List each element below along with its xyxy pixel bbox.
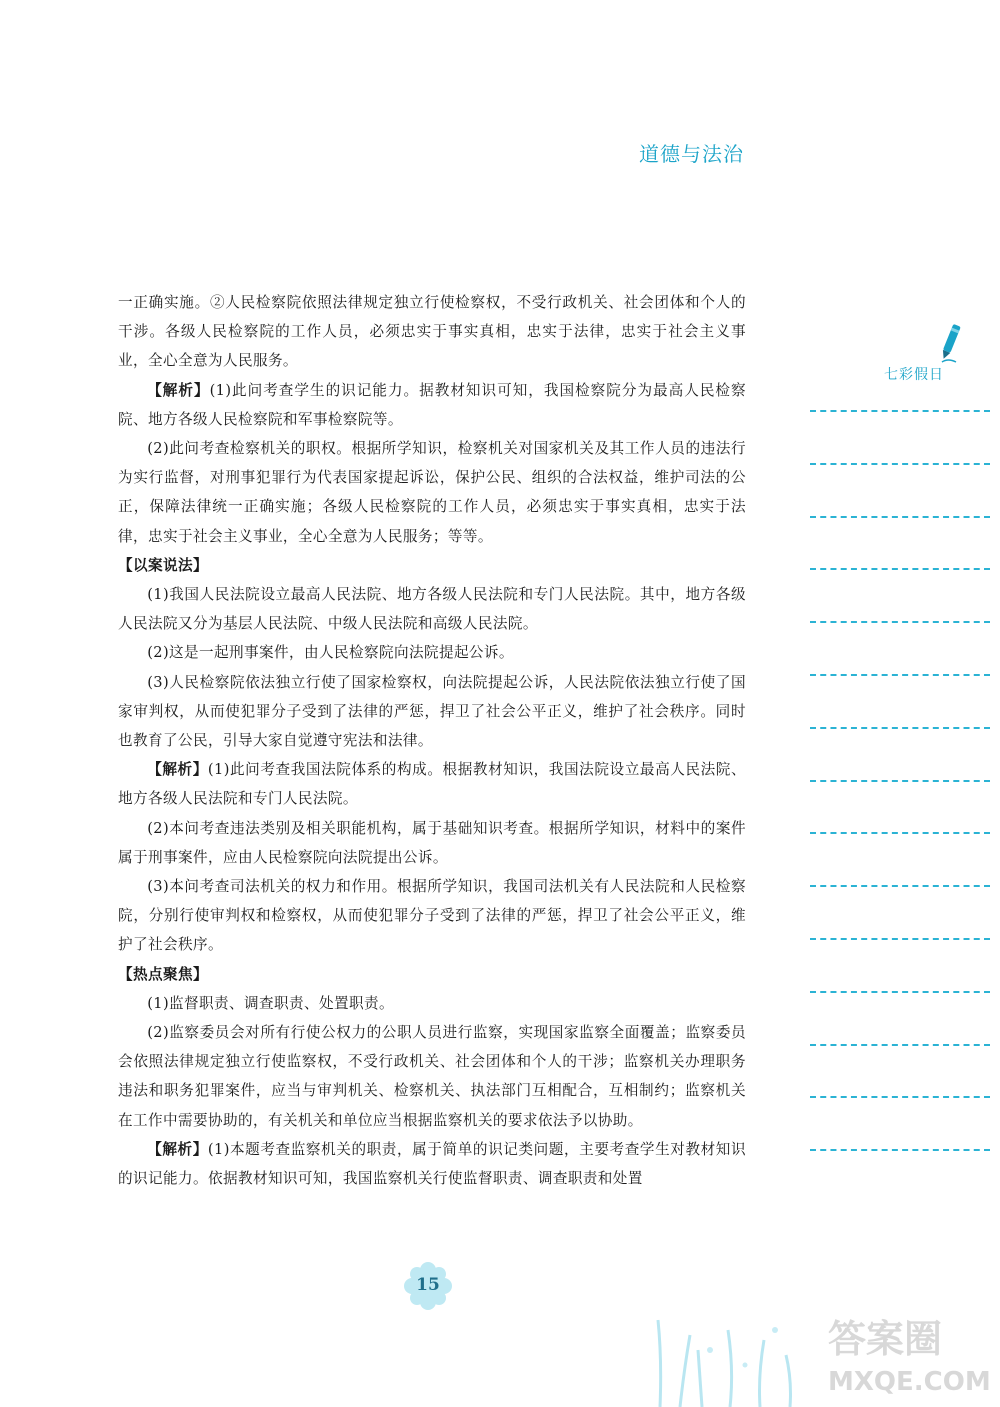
- note-line: [810, 621, 990, 623]
- note-line: [810, 780, 990, 782]
- paragraph-text: (1)监督职责、调查职责、处置职责。: [147, 994, 394, 1012]
- paragraph: [118, 755, 746, 813]
- note-line: [810, 727, 990, 729]
- paragraph: [118, 989, 746, 1018]
- note-line: [810, 885, 990, 887]
- watermark-title: 答案圈: [828, 1317, 943, 1361]
- paragraph-text: (1)我国人民法院设立最高人民法院、地方各级人民法院和专门人民法院。其中，地方各级人民法院又分为基层人民法院、中级人民法院和高级人民法院。: [118, 586, 746, 633]
- note-line: [810, 463, 990, 465]
- note-line: [810, 1044, 990, 1046]
- paragraph-text: 一正确实施。②人民检察院依照法律规定独立行使检察权，不受行政机关、社会团体和个人的干涉。各级人民检察院的工作人员，必须忠实于事实真相，忠实于法律，忠实于社会主义事业，全心全意为人民服务。: [118, 294, 746, 370]
- paragraph: [118, 434, 746, 551]
- paragraph-text: (3)本问考查司法机关的权力和作用。根据所学知识，我国司法机关有人民法院和人民检察院，分别行使审判权和检察权，从而使犯罪分子受到了法律的严惩，捍卫了社会公平正义，维护了社会秩序。: [118, 878, 746, 954]
- page-number-badge: [398, 1261, 458, 1311]
- pen-icon: [938, 322, 962, 364]
- paragraph: [118, 1135, 746, 1193]
- note-line: [810, 1096, 990, 1098]
- brand-label: 七彩假日: [884, 367, 944, 383]
- section-heading: [118, 551, 746, 580]
- note-line: [810, 991, 990, 993]
- paragraph-text: (3)人民检察院依法独立行使了国家检察权，向法院提起公诉，人民法院依法独立行使了国家审判权，从而使犯罪分子受到了法律的严惩，捍卫了社会公平正义，维护了社会秩序。同时也教育了公民，引导大家自觉遵守宪法和法律。: [118, 673, 746, 750]
- answer-text: [118, 288, 746, 1193]
- note-lines: [810, 410, 990, 1202]
- note-line: [810, 516, 990, 518]
- paragraph: [118, 638, 746, 667]
- note-line: [810, 832, 990, 834]
- paragraph-text: 【热点聚焦】: [118, 965, 208, 983]
- paragraph-text: (2)此问考查检察机关的职权。根据所学知识，检察机关对国家机关及其工作人员的违法行为实行监督，对刑事犯罪行为代表国家提起诉讼，保护公民、组织的合法权益，维护司法的公正，保障法律统一正确实施；各级人民检察院的工作人员，必须忠实于事实真相，忠实于法律，忠实于社会主义事业，全心全意为人民服务；等等。: [118, 440, 746, 545]
- paragraph: [118, 288, 746, 376]
- paragraph: [118, 872, 746, 960]
- paragraph: [118, 668, 746, 756]
- note-line: [810, 1149, 990, 1151]
- analysis-label: 【解析】: [147, 381, 210, 399]
- note-line: [810, 674, 990, 676]
- note-line: [810, 410, 990, 412]
- page-number: 15: [416, 1275, 440, 1295]
- paragraph-text: (1)本题考查监察机关的职责，属于简单的识记类问题，主要考查学生对教材知识的识记能力。依据教材知识可知，我国监察机关行使监督职责、调查职责和处置: [118, 1140, 746, 1188]
- subject-title: 道德与法治: [639, 142, 744, 166]
- paragraph-text: 【以案说法】: [118, 556, 208, 574]
- paragraph-text: (2)监察委员会对所有行使公权力的公职人员进行监察，实现国家监察全面覆盖；监察委员会依照法律规定独立行使监察权，不受行政机关、社会团体和个人的干涉；监察机关办理职务违法和职务犯罪案件，应当与审判机关、检察机关、执法部门互相配合，互相制约；监察机关在工作中需要协助的，有关机关和单位应当根据监察机关的要求依法予以协助。: [118, 1024, 746, 1129]
- paragraph-text: (2)本问考查违法类别及相关职能机构，属于基础知识考查。根据所学知识，材料中的案件属于刑事案件，应由人民检察院向法院提出公诉。: [118, 819, 746, 866]
- paragraph: [118, 1018, 746, 1135]
- watermark-logo: [818, 1310, 998, 1400]
- grass-decoration: [640, 1300, 820, 1407]
- paragraph: [118, 376, 746, 434]
- analysis-label: 【解析】: [147, 1140, 208, 1158]
- note-line: [810, 568, 990, 570]
- section-heading: [118, 960, 746, 989]
- paragraph-text: (1)此问考查我国法院体系的构成。根据教材知识，我国法院设立最高人民法院、地方各级人民法院和专门人民法院。: [118, 761, 746, 808]
- paragraph: [118, 814, 746, 872]
- analysis-label: 【解析】: [147, 761, 208, 779]
- watermark-url: MXQE.COM: [828, 1367, 991, 1397]
- paragraph-text: (1)此问考查学生的识记能力。据教材知识可知，我国检察院分为最高人民检察院、地方各级人民检察院和军事检察院等。: [118, 381, 746, 428]
- note-line: [810, 938, 990, 940]
- paragraph: [118, 580, 746, 638]
- paragraph-text: (2)这是一起刑事案件，由人民检察院向法院提起公诉。: [147, 644, 514, 662]
